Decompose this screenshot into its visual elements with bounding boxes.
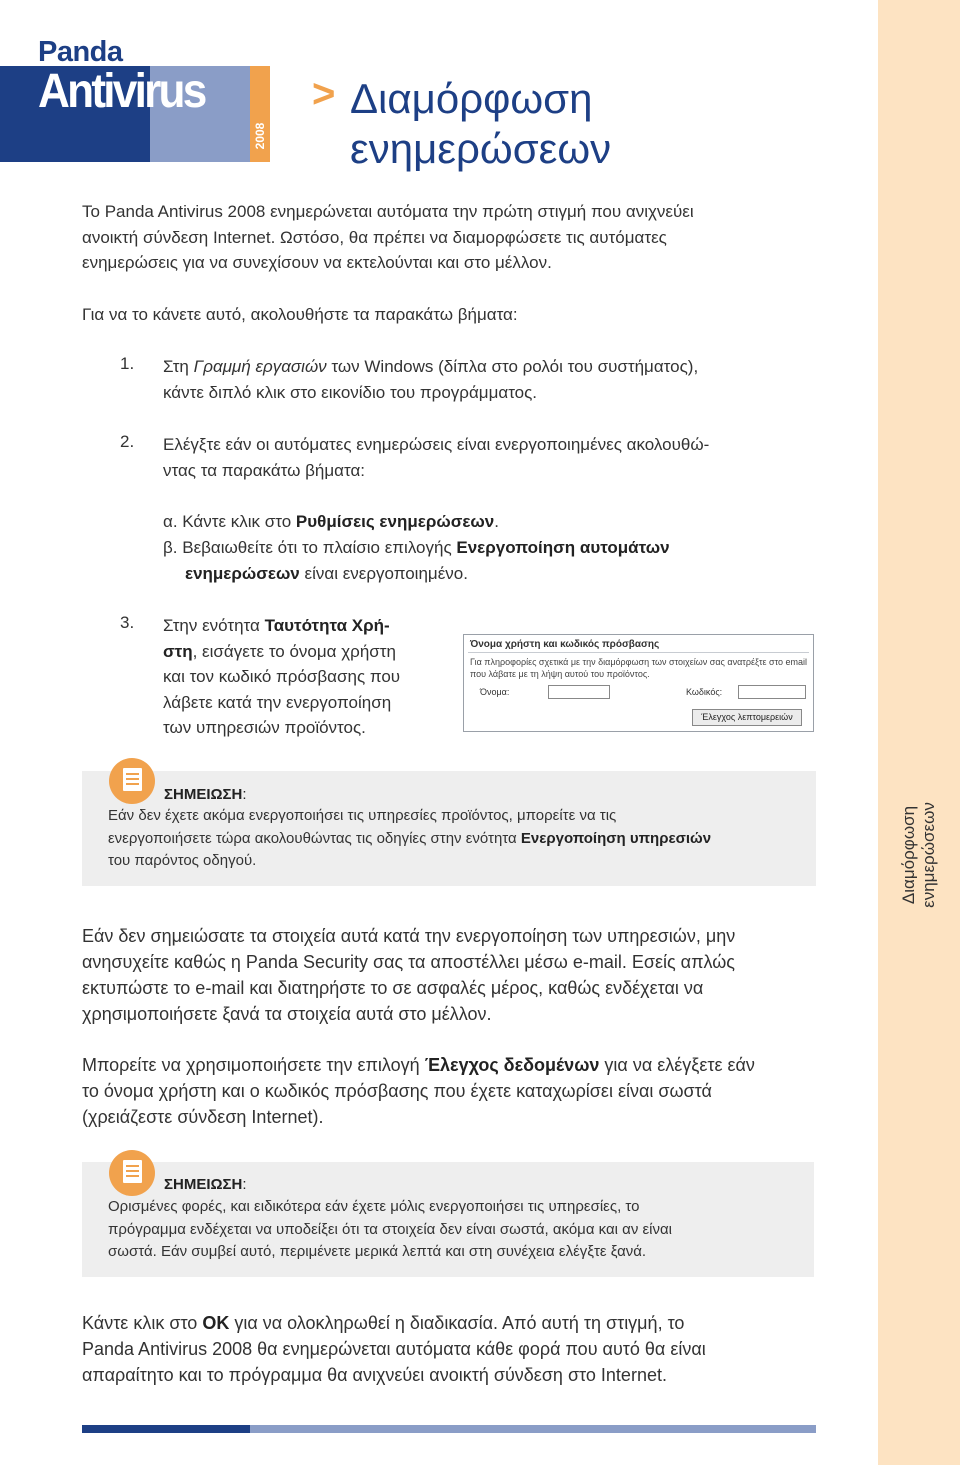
step-2 xyxy=(163,432,818,483)
note-heading-text: ΣΗΜΕΙΩΣΗ xyxy=(164,786,243,803)
divider xyxy=(468,652,809,653)
text-span: Μπορείτε να χρησιμοποιήσετε την επιλογή xyxy=(82,1055,425,1075)
check-data-paragraph xyxy=(82,1052,822,1130)
step-1 xyxy=(163,354,818,405)
page-title xyxy=(350,74,770,174)
final-paragraph xyxy=(82,1310,822,1388)
text-line: το όνομα χρήστη και ο κωδικός πρόσβασης που έχετε καταχωρίσει είναι σωστά xyxy=(82,1081,712,1101)
text-line: απαραίτητο και το πρόγραμμα θα ανιχνεύει ανοικτή σύνδεση στο Internet. xyxy=(82,1365,667,1385)
auto-update-term: ενημερώσεων xyxy=(185,563,300,583)
logo-year xyxy=(250,114,270,158)
text-line: Panda Antivirus 2008 θα ενημερώνεται αυτόματα κάθε φορά που αυτό θα είναι xyxy=(82,1339,706,1359)
text-span: α. Κάντε κλικ στο xyxy=(163,512,296,531)
steps-intro: Για να το κάνετε αυτό, ακολουθήστε τα παρακάτω βήματα: xyxy=(82,305,518,324)
sidebar-label-line2: ενημερώσεων xyxy=(919,802,938,908)
note-heading xyxy=(164,786,247,803)
footer-bar xyxy=(82,1425,816,1433)
auto-update-term: Ενεργοποίηση αυτομάτων xyxy=(456,538,670,557)
text-span: των Windows (δίπλα στο ρολόι του συστήματος), xyxy=(326,357,699,376)
text-span: Στην ενότητα xyxy=(163,616,265,635)
text-span: : xyxy=(242,786,247,803)
note-icon xyxy=(109,1150,155,1196)
page-title-line1: Διαμόρφωση xyxy=(350,75,593,122)
step-number: 2. xyxy=(120,432,135,451)
text-line: του παρόντος οδηγού. xyxy=(108,852,257,869)
text-span: : xyxy=(242,1176,247,1193)
activate-services-term: Ενεργοποίηση υπηρεσιών xyxy=(520,829,712,847)
username-input[interactable] xyxy=(548,685,610,699)
text-line: Εάν δεν έχετε ακόμα ενεργοποιήσει τις υπηρεσίες προϊόντος, μπορείτε να τις xyxy=(108,807,617,824)
logo-year-text: 2008 xyxy=(253,122,267,150)
password-label: Κωδικός: xyxy=(686,687,723,697)
logo-product: Antivirus xyxy=(38,65,205,118)
sidebar-label-line1: Διαμόρφωση xyxy=(899,805,918,905)
intro-line: Το Panda Antivirus 2008 ενημερώνεται αυτόματα την πρώτη στιγμή που ανιχνεύει xyxy=(82,202,694,221)
section-sidebar xyxy=(878,0,960,1465)
text-line: εκτυπώστε το e-mail και διατηρήστε το σε ασφαλές μέρος, καθώς ενδέχεται να xyxy=(82,978,704,998)
update-settings-term: Ρυθμίσεις ενημερώσεων xyxy=(295,512,495,531)
note-icon xyxy=(109,758,155,804)
user-identity-term: Ταυτότητα Χρή- xyxy=(264,616,390,635)
step-number: 3. xyxy=(120,613,135,632)
footer-bar-accent xyxy=(82,1425,250,1433)
intro-line: ανοικτή σύνδεση Internet. Ωστόσο, θα πρέπει να διαμορφώσετε τις αυτόματες xyxy=(82,227,667,247)
credentials-description: Για πληροφορίες σχετικά με την διαμόρφωση των στοιχείων σας ανατρέξτε στο email που λάβατε με τη λήψη αυτού του προϊόντος. xyxy=(470,657,808,679)
text-line: λάβετε κατά την ενεργοποίηση xyxy=(163,692,392,712)
text-span: Στη xyxy=(163,357,194,376)
text-span: είναι ενεργοποιημένο. xyxy=(299,563,468,583)
check-data-term: Έλεγχος δεδομένων xyxy=(424,1055,600,1075)
text-line: Ορισμένες φορές, και ειδικότερα εάν έχετε μόλις ενεργοποιήσει τις υπηρεσίες, το xyxy=(108,1198,640,1215)
text-line: σωστά. Εάν συμβεί αυτό, περιμένετε μερικά λεπτά και στη συνέχεια ελέγξτε ξανά. xyxy=(108,1243,647,1260)
substep-b xyxy=(163,535,670,586)
note-heading-text: ΣΗΜΕΙΩΣΗ xyxy=(164,1176,243,1193)
text-span: . xyxy=(494,512,499,531)
substep-a xyxy=(163,509,499,535)
text-line: των υπηρεσιών προϊόντος. xyxy=(163,718,366,737)
note-heading xyxy=(164,1176,247,1193)
text-line: και τον κωδικό πρόσβασης που xyxy=(163,667,401,686)
text-span: για να ολοκληρωθεί η διαδικασία. Από αυτή τη στιγμή, το xyxy=(229,1313,685,1333)
ok-term: OK xyxy=(202,1313,230,1333)
text-line: ντας τα παρακάτω βήματα: xyxy=(163,460,366,480)
page-title-line2: ενημερώσεων xyxy=(350,125,612,172)
check-details-button[interactable]: Έλεγχος λεπτομερειών xyxy=(692,709,802,726)
step-number: 1. xyxy=(120,354,135,373)
text-span: Κάντε κλικ στο xyxy=(82,1313,203,1333)
intro-paragraph xyxy=(82,199,822,276)
user-identity-term: στη xyxy=(163,641,193,661)
text-line: Εάν δεν σημειώσατε τα στοιχεία αυτά κατά την ενεργοποίηση των υπηρεσιών, μην xyxy=(82,926,736,946)
text-span: , εισάγετε το όνομα χρήστη xyxy=(192,641,396,661)
text-line: ανησυχείτε καθώς η Panda Security σας τα αποστέλλει μέσω e-mail. Εσείς απλώς xyxy=(82,952,735,972)
note-body xyxy=(108,805,808,873)
text-span: για να ελέγξετε εάν xyxy=(599,1055,755,1075)
credentials-screenshot xyxy=(463,634,814,732)
username-label: Όνομα: xyxy=(480,687,510,697)
credentials-title: Όνομα χρήστη και κωδικός πρόσβασης xyxy=(470,639,660,650)
title-arrow-icon: > xyxy=(312,72,336,116)
text-line: κάντε διπλό κλικ στο εικονίδιο του προγράμματος. xyxy=(163,382,538,402)
text-line: πρόγραμμα ενδέχεται να υποδείξει ότι τα στοιχεία δεν είναι σωστά, ακόμα και αν είναι xyxy=(108,1220,673,1238)
text-line: (χρειάζεστε σύνδεση Internet). xyxy=(82,1107,324,1127)
intro-line: ενημερώσεις για να συνεχίσουν να εκτελούνται και στο μέλλον. xyxy=(82,253,552,272)
email-paragraph xyxy=(82,923,822,1027)
text-line: Ελέγξτε εάν οι αυτόματες ενημερώσεις είναι ενεργοποιημένες ακολουθώ- xyxy=(163,435,710,454)
text-line: χρησιμοποιήσετε ξανά τα στοιχεία αυτά στο μέλλον. xyxy=(82,1004,492,1024)
note-body xyxy=(108,1196,808,1264)
taskbar-term: Γραμμή εργασιών xyxy=(193,357,327,376)
text-span: ενεργοποιήσετε τώρα ακολουθώντας τις οδηγίες στην ενότητα xyxy=(108,829,521,847)
logo-brand: Panda xyxy=(38,36,123,68)
password-input[interactable] xyxy=(738,685,806,699)
text-span: β. Βεβαιωθείτε ότι το πλαίσιο επιλογής xyxy=(163,538,457,557)
step-3 xyxy=(163,613,453,741)
